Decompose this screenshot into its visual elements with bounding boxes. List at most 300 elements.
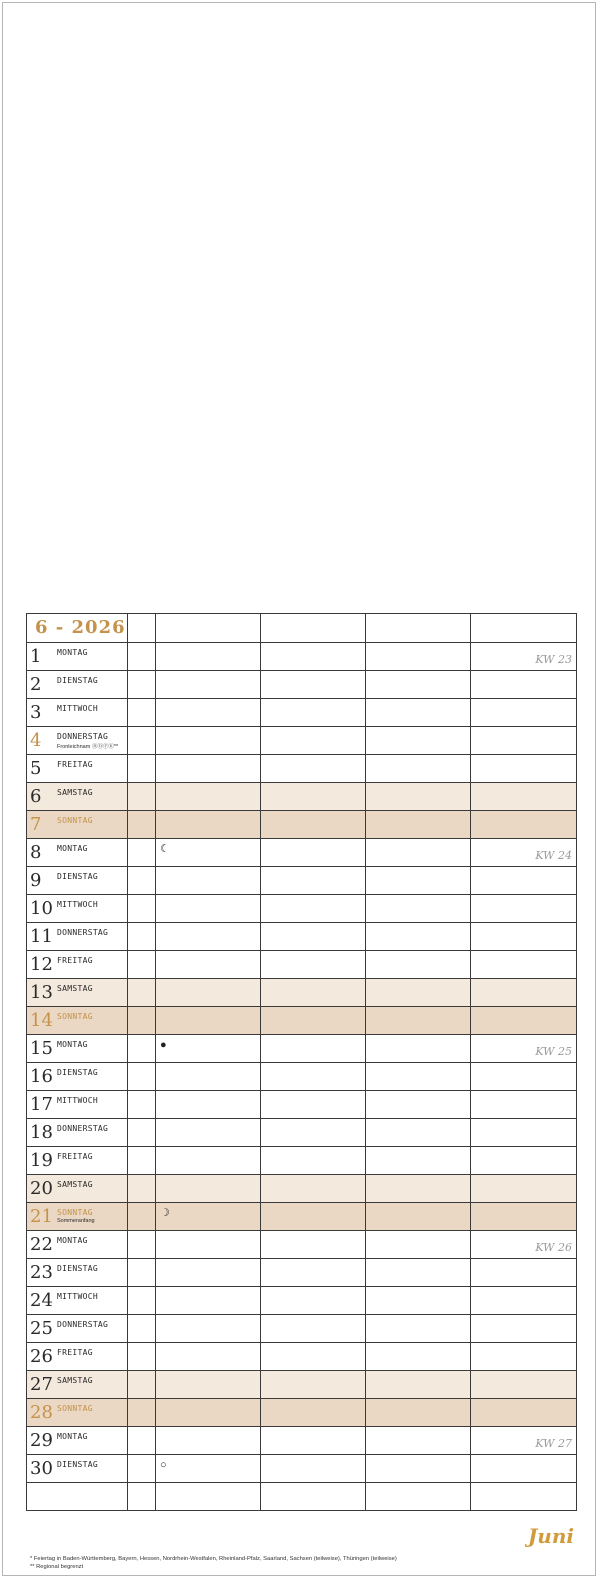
day-label-cell [27, 755, 128, 783]
note-cell[interactable] [366, 811, 471, 839]
day-number: 21 [30, 1206, 53, 1227]
note-cell-narrow[interactable] [128, 895, 156, 923]
note-cell-narrow[interactable] [128, 867, 156, 895]
weekday-label: SAMSTAG [57, 984, 93, 993]
day-label-cell [27, 1427, 128, 1455]
week-number: KW 26 [535, 1241, 572, 1254]
empty-row [27, 1483, 577, 1511]
day-row [27, 755, 577, 783]
note-cell[interactable] [471, 1147, 577, 1175]
note-cell[interactable] [156, 1399, 261, 1427]
note-cell[interactable] [261, 1119, 366, 1147]
weekday-label: SAMSTAG [57, 1180, 93, 1189]
weekday-label: MITTWOCH [57, 900, 98, 909]
note-cell[interactable] [471, 699, 577, 727]
note-cell-narrow[interactable] [128, 1427, 156, 1455]
note-cell[interactable] [261, 811, 366, 839]
day-label-cell [27, 1035, 128, 1063]
weekday-label: MONTAG [57, 648, 88, 657]
day-number: 6 [30, 786, 42, 807]
day-number: 10 [30, 898, 53, 919]
note-cell-narrow[interactable] [128, 1455, 156, 1483]
note-cell[interactable] [261, 1427, 366, 1455]
day-row [27, 1175, 577, 1203]
note-cell[interactable] [471, 671, 577, 699]
note-cell[interactable] [261, 839, 366, 867]
day-row [27, 643, 577, 671]
note-cell[interactable] [261, 1455, 366, 1483]
note-cell[interactable] [156, 1203, 261, 1231]
weekday-label: MITTWOCH [57, 1292, 98, 1301]
note-cell-narrow[interactable] [128, 1259, 156, 1287]
empty-cell [366, 1483, 471, 1511]
holiday-note: Fronleichnam ⒷⒹⒻⓀ** [57, 744, 119, 750]
note-cell[interactable] [471, 811, 577, 839]
note-cell-narrow[interactable] [128, 951, 156, 979]
day-number: 2 [30, 674, 42, 695]
note-cell[interactable] [156, 867, 261, 895]
day-row [27, 1343, 577, 1371]
day-label-cell [27, 783, 128, 811]
note-cell[interactable] [366, 671, 471, 699]
day-label-cell [27, 1259, 128, 1287]
header-cell [128, 614, 156, 643]
note-cell[interactable] [471, 979, 577, 1007]
note-cell[interactable] [471, 1371, 577, 1399]
note-cell-narrow[interactable] [128, 783, 156, 811]
note-cell[interactable] [471, 951, 577, 979]
moon-phase-icon: ○ [160, 1459, 167, 1471]
note-cell[interactable] [156, 811, 261, 839]
day-number: 29 [30, 1430, 53, 1451]
note-cell[interactable] [261, 923, 366, 951]
note-cell[interactable] [156, 643, 261, 671]
note-cell[interactable] [156, 895, 261, 923]
day-row [27, 1259, 577, 1287]
note-cell[interactable] [156, 1147, 261, 1175]
moon-phase-icon: ● [160, 1039, 167, 1051]
note-cell[interactable] [156, 1455, 261, 1483]
day-row [27, 951, 577, 979]
day-label-cell [27, 951, 128, 979]
day-label-cell [27, 1455, 128, 1483]
day-label-cell [27, 1203, 128, 1231]
note-cell-narrow[interactable] [128, 1399, 156, 1427]
note-cell-narrow[interactable] [128, 1147, 156, 1175]
day-row [27, 1399, 577, 1427]
day-row [27, 1119, 577, 1147]
note-cell-narrow[interactable] [128, 1007, 156, 1035]
note-cell[interactable] [261, 1231, 366, 1259]
note-cell[interactable] [366, 727, 471, 755]
note-cell-narrow[interactable] [128, 1343, 156, 1371]
day-number: 19 [30, 1150, 53, 1171]
day-number: 27 [30, 1374, 53, 1395]
note-cell[interactable] [156, 671, 261, 699]
note-cell[interactable] [261, 1091, 366, 1119]
day-label-cell [27, 727, 128, 755]
weekday-label: SONNTAG [57, 816, 93, 825]
note-cell-narrow[interactable] [128, 1091, 156, 1119]
note-cell[interactable] [471, 1427, 577, 1455]
calendar-grid [26, 613, 577, 1511]
note-cell[interactable] [261, 643, 366, 671]
note-cell[interactable] [156, 1091, 261, 1119]
note-cell-narrow[interactable] [128, 1063, 156, 1091]
note-cell[interactable] [366, 895, 471, 923]
note-cell[interactable] [156, 979, 261, 1007]
note-cell[interactable] [471, 755, 577, 783]
day-label-cell [27, 1063, 128, 1091]
weekday-label: MONTAG [57, 844, 88, 853]
footnote-regional: ** Regional begrenzt [30, 1564, 84, 1570]
weekday-label: MONTAG [57, 1432, 88, 1441]
day-label-cell [27, 671, 128, 699]
weekday-label: MONTAG [57, 1040, 88, 1049]
note-cell[interactable] [261, 699, 366, 727]
calendar-header-row [27, 614, 577, 643]
note-cell[interactable] [471, 1175, 577, 1203]
day-row [27, 839, 577, 867]
day-label-cell [27, 643, 128, 671]
note-cell[interactable] [366, 1371, 471, 1399]
day-label-cell [27, 1399, 128, 1427]
note-cell[interactable] [471, 1287, 577, 1315]
note-cell[interactable] [366, 839, 471, 867]
note-cell[interactable] [471, 783, 577, 811]
empty-cell [156, 1483, 261, 1511]
day-label-cell [27, 867, 128, 895]
day-row [27, 923, 577, 951]
header-cell [261, 614, 366, 643]
day-number: 9 [30, 870, 42, 891]
weekday-label: FREITAG [57, 956, 93, 965]
day-label-cell [27, 1007, 128, 1035]
note-cell[interactable] [261, 951, 366, 979]
note-cell[interactable] [156, 699, 261, 727]
note-cell[interactable] [156, 1287, 261, 1315]
note-cell[interactable] [366, 1035, 471, 1063]
day-label-cell [27, 1231, 128, 1259]
note-cell-narrow[interactable] [128, 811, 156, 839]
note-cell[interactable] [471, 867, 577, 895]
day-number: 12 [30, 954, 53, 975]
note-cell[interactable] [261, 755, 366, 783]
note-cell[interactable] [366, 643, 471, 671]
day-label-cell [27, 811, 128, 839]
weekday-label: SONNTAG [57, 1208, 93, 1217]
day-row [27, 727, 577, 755]
note-cell[interactable] [261, 1007, 366, 1035]
note-cell[interactable] [366, 1315, 471, 1343]
day-row [27, 1035, 577, 1063]
note-cell[interactable] [156, 1371, 261, 1399]
day-label-cell [27, 699, 128, 727]
week-number: KW 24 [535, 849, 572, 862]
day-row [27, 1007, 577, 1035]
moon-phase-icon: ☾ [160, 843, 170, 855]
note-cell-narrow[interactable] [128, 1287, 156, 1315]
note-cell[interactable] [261, 867, 366, 895]
note-cell[interactable] [366, 783, 471, 811]
note-cell-narrow[interactable] [128, 1315, 156, 1343]
note-cell[interactable] [471, 643, 577, 671]
note-cell-narrow[interactable] [128, 1371, 156, 1399]
note-cell-narrow[interactable] [128, 923, 156, 951]
day-row [27, 1231, 577, 1259]
note-cell[interactable] [471, 1259, 577, 1287]
day-number: 25 [30, 1318, 53, 1339]
weekday-label: DONNERSTAG [57, 1320, 109, 1329]
note-cell[interactable] [366, 867, 471, 895]
day-number: 24 [30, 1290, 53, 1311]
note-cell[interactable] [261, 1343, 366, 1371]
note-cell[interactable] [156, 1119, 261, 1147]
day-number: 5 [30, 758, 42, 779]
weekday-label: SONNTAG [57, 1012, 93, 1021]
note-cell-narrow[interactable] [128, 1203, 156, 1231]
weekday-label: FREITAG [57, 1152, 93, 1161]
note-cell-narrow[interactable] [128, 671, 156, 699]
note-cell[interactable] [471, 1455, 577, 1483]
note-cell[interactable] [471, 839, 577, 867]
weekday-label: SAMSTAG [57, 1376, 93, 1385]
note-cell[interactable] [261, 1399, 366, 1427]
day-row [27, 671, 577, 699]
day-row [27, 783, 577, 811]
note-cell-narrow[interactable] [128, 643, 156, 671]
note-cell-narrow[interactable] [128, 1231, 156, 1259]
note-cell[interactable] [261, 783, 366, 811]
note-cell[interactable] [366, 1259, 471, 1287]
weekday-label: DIENSTAG [57, 872, 98, 881]
day-row [27, 1455, 577, 1483]
note-cell[interactable] [261, 1063, 366, 1091]
day-number: 20 [30, 1178, 53, 1199]
footnote-holidays: * Feiertag in Baden-Württemberg, Bayern, Hessen, Nordrhein-Westfalen, Rheinland-Pfalz, Saarland, Sachsen (teilweise), Thüringen (teilweise) [30, 1556, 397, 1562]
day-label-cell [27, 1287, 128, 1315]
day-number: 17 [30, 1094, 53, 1115]
weekday-label: DONNERSTAG [57, 1124, 109, 1133]
note-cell[interactable] [261, 1175, 366, 1203]
week-number: KW 25 [535, 1045, 572, 1058]
weekday-label: DIENSTAG [57, 1264, 98, 1273]
day-row [27, 895, 577, 923]
note-cell[interactable] [471, 1315, 577, 1343]
note-cell[interactable] [366, 1427, 471, 1455]
day-number: 26 [30, 1346, 53, 1367]
day-label-cell [27, 1119, 128, 1147]
moon-phase-icon: ☽ [160, 1207, 170, 1219]
day-number: 13 [30, 982, 53, 1003]
empty-cell [27, 1483, 128, 1511]
note-cell-narrow[interactable] [128, 979, 156, 1007]
day-number: 7 [30, 814, 42, 835]
note-cell[interactable] [366, 1007, 471, 1035]
note-cell[interactable] [366, 923, 471, 951]
day-row [27, 699, 577, 727]
weekday-label: MITTWOCH [57, 704, 98, 713]
note-cell[interactable] [366, 1203, 471, 1231]
day-number: 18 [30, 1122, 53, 1143]
note-cell[interactable] [261, 1315, 366, 1343]
note-cell[interactable] [156, 755, 261, 783]
day-label-cell [27, 923, 128, 951]
weekday-label: SONNTAG [57, 1404, 93, 1413]
week-number: KW 23 [535, 653, 572, 666]
note-cell[interactable] [366, 1287, 471, 1315]
weekday-label: SAMSTAG [57, 788, 93, 797]
weekday-label: DONNERSTAG [57, 928, 109, 937]
note-cell[interactable] [156, 1007, 261, 1035]
note-cell[interactable] [156, 1231, 261, 1259]
note-cell-narrow[interactable] [128, 1175, 156, 1203]
note-cell[interactable] [471, 1119, 577, 1147]
weekday-label: DIENSTAG [57, 676, 98, 685]
note-cell[interactable] [261, 1371, 366, 1399]
note-cell[interactable] [156, 1035, 261, 1063]
day-number: 28 [30, 1402, 53, 1423]
note-cell[interactable] [471, 1343, 577, 1371]
empty-cell [261, 1483, 366, 1511]
day-label-cell [27, 1343, 128, 1371]
day-row [27, 1315, 577, 1343]
note-cell[interactable] [156, 783, 261, 811]
note-cell[interactable] [156, 1343, 261, 1371]
note-cell[interactable] [471, 1035, 577, 1063]
note-cell-narrow[interactable] [128, 727, 156, 755]
note-cell[interactable] [471, 1007, 577, 1035]
note-cell[interactable] [471, 1091, 577, 1119]
note-cell[interactable] [366, 1399, 471, 1427]
note-cell[interactable] [156, 923, 261, 951]
day-label-cell [27, 1315, 128, 1343]
weekday-label: DIENSTAG [57, 1068, 98, 1077]
week-number: KW 27 [535, 1437, 572, 1450]
note-cell[interactable] [156, 839, 261, 867]
day-label-cell [27, 1175, 128, 1203]
weekday-label: MITTWOCH [57, 1096, 98, 1105]
note-cell-narrow[interactable] [128, 755, 156, 783]
day-number: 16 [30, 1066, 53, 1087]
note-cell[interactable] [261, 895, 366, 923]
holiday-note: Sommeranfang [57, 1218, 95, 1224]
weekday-label: DIENSTAG [57, 1460, 98, 1469]
day-number: 23 [30, 1262, 53, 1283]
note-cell-narrow[interactable] [128, 1035, 156, 1063]
day-label-cell [27, 979, 128, 1007]
weekday-label: FREITAG [57, 1348, 93, 1357]
day-row [27, 1147, 577, 1175]
note-cell[interactable] [261, 727, 366, 755]
note-cell[interactable] [471, 1063, 577, 1091]
header-cell [366, 614, 471, 643]
note-cell[interactable] [156, 1315, 261, 1343]
header-cell [156, 614, 261, 643]
note-cell[interactable] [261, 1259, 366, 1287]
note-cell[interactable] [366, 1063, 471, 1091]
note-cell[interactable] [366, 1091, 471, 1119]
header-cell [471, 614, 577, 643]
day-number: 8 [30, 842, 42, 863]
note-cell[interactable] [471, 923, 577, 951]
note-cell[interactable] [471, 1203, 577, 1231]
note-cell[interactable] [366, 1231, 471, 1259]
day-number: 4 [30, 730, 42, 751]
note-cell[interactable] [156, 1175, 261, 1203]
day-row [27, 1063, 577, 1091]
note-cell-narrow[interactable] [128, 839, 156, 867]
day-number: 22 [30, 1234, 53, 1255]
day-number: 30 [30, 1458, 53, 1479]
day-label-cell [27, 1091, 128, 1119]
day-row [27, 1203, 577, 1231]
day-number: 3 [30, 702, 42, 723]
day-label-cell [27, 839, 128, 867]
day-number: 1 [30, 646, 42, 667]
day-label-cell [27, 1147, 128, 1175]
note-cell[interactable] [156, 1063, 261, 1091]
day-row [27, 1371, 577, 1399]
note-cell[interactable] [366, 1343, 471, 1371]
calendar-title: 6 - 2026 [35, 617, 126, 638]
day-label-cell [27, 1371, 128, 1399]
day-label-cell [27, 895, 128, 923]
note-cell[interactable] [366, 1147, 471, 1175]
note-cell[interactable] [366, 755, 471, 783]
note-cell[interactable] [261, 1203, 366, 1231]
note-cell[interactable] [366, 1119, 471, 1147]
note-cell[interactable] [366, 699, 471, 727]
note-cell[interactable] [261, 979, 366, 1007]
note-cell-narrow[interactable] [128, 1119, 156, 1147]
note-cell[interactable] [156, 727, 261, 755]
empty-cell [128, 1483, 156, 1511]
day-row [27, 1287, 577, 1315]
note-cell[interactable] [366, 951, 471, 979]
weekday-label: DONNERSTAG [57, 732, 109, 741]
note-cell[interactable] [261, 1035, 366, 1063]
note-cell[interactable] [471, 1399, 577, 1427]
note-cell[interactable] [471, 727, 577, 755]
day-row [27, 1427, 577, 1455]
day-number: 15 [30, 1038, 53, 1059]
note-cell[interactable] [366, 1175, 471, 1203]
weekday-label: MONTAG [57, 1236, 88, 1245]
note-cell[interactable] [261, 1287, 366, 1315]
note-cell[interactable] [156, 1259, 261, 1287]
note-cell[interactable] [261, 1147, 366, 1175]
day-row [27, 811, 577, 839]
day-row [27, 867, 577, 895]
day-number: 14 [30, 1010, 53, 1031]
note-cell[interactable] [471, 895, 577, 923]
weekday-label: FREITAG [57, 760, 93, 769]
note-cell[interactable] [471, 1231, 577, 1259]
day-row [27, 1091, 577, 1119]
note-cell[interactable] [261, 671, 366, 699]
note-cell[interactable] [156, 1427, 261, 1455]
note-cell[interactable] [156, 951, 261, 979]
month-name: Juni [527, 1524, 574, 1548]
note-cell-narrow[interactable] [128, 699, 156, 727]
day-row [27, 979, 577, 1007]
day-number: 11 [30, 926, 53, 947]
note-cell[interactable] [366, 979, 471, 1007]
calendar-title-cell [27, 614, 128, 643]
empty-cell [471, 1483, 577, 1511]
note-cell[interactable] [366, 1455, 471, 1483]
